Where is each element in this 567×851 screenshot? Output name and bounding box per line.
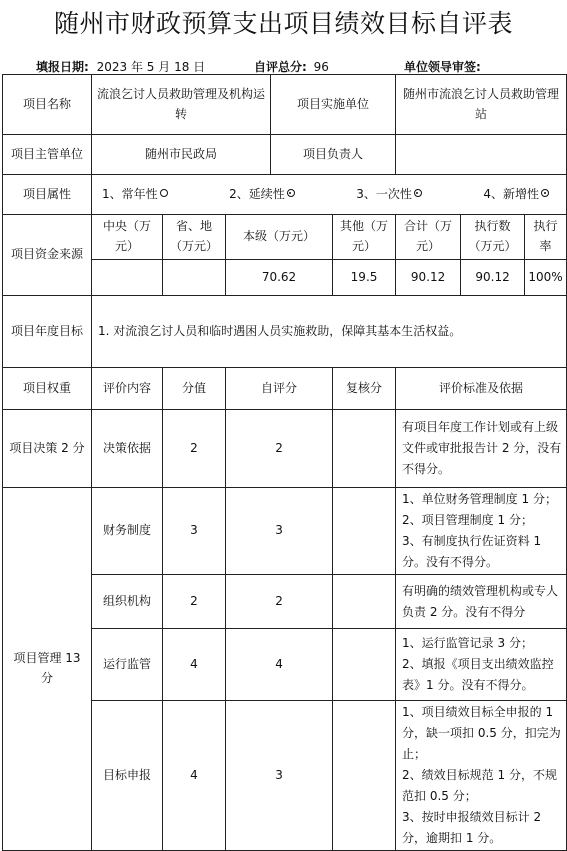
funds-header-total: 合计（万元） [396,215,461,260]
eval-review-score [333,410,396,488]
standard-line: 2、项目管理制度 1 分； [402,513,533,527]
table-row [3,488,567,575]
project-name-row [3,75,567,135]
fill-date [36,58,205,75]
goal-label: 项目年度目标 [3,296,92,368]
dept-label: 项目主管单位 [3,135,92,175]
funds-header-other: 其他（万元） [333,215,396,260]
funds-label: 项目资金来源 [3,215,92,296]
funds-rate: 100% [525,260,567,296]
eval-score: 2 [163,410,226,488]
eval-header-weight: 项目权重 [3,368,92,410]
funds-local: 70.62 [226,260,333,296]
funds-header-province: 省、地（万元） [163,215,226,260]
standard-line: 1、项目绩效目标全申报的 1 分，缺一项扣 0.5 分，扣完为止； [402,705,561,761]
attr-option-label: 4、新增性 [483,186,540,201]
eval-standard [396,410,567,488]
standard-line: 2、填报《项目支出绩效监控表》1 分。没有不得分。 [402,657,554,692]
eval-score: 4 [163,701,226,851]
eval-header-row [3,368,567,410]
standard-line: 1、运行监管记录 3 分； [402,636,533,650]
self-score-value: 96 [313,60,329,74]
attr-option [102,185,168,205]
owner-label: 项目负责人 [271,135,396,175]
project-name-label: 项目名称 [3,75,92,135]
self-score [254,58,329,75]
leader-sign-label: 单位领导审签: [404,60,481,74]
eval-content: 财务制度 [92,488,163,575]
eval-self-score: 4 [226,629,333,701]
eval-review-score [333,701,396,851]
owner-value [396,135,567,175]
funds-total: 90.12 [396,260,461,296]
eval-self-score: 2 [226,575,333,629]
goal-text: 1. 对流浪乞讨人员和临时遇困人员实施救助，保障其基本生活权益。 [92,296,567,368]
funds-header-local: 本级（万元） [226,215,333,260]
radio-icon [287,189,295,197]
standard-line: 2、绩效目标规范 1 分，不规范扣 0.5 分； [402,768,557,803]
funds-province [163,260,226,296]
leader-sign [404,58,481,75]
fill-date-label: 填报日期: [36,60,89,74]
standard-line: 有明确的绩效管理机构或专人负责 2 分。没有不得分 [402,583,559,619]
page-title: 随州市财政预算支出项目绩效目标自评表 [53,9,513,38]
eval-review-score [333,488,396,575]
attr-option-label: 1、常年性 [102,186,158,201]
funds-header-rate: 执行率 [525,215,567,260]
eval-header-review: 复核分 [333,368,396,410]
attr-option [483,185,549,205]
eval-self-score: 2 [226,410,333,488]
standard-line: 3、按时申报绩效目标计 2 分，逾期扣 1 分。 [402,810,542,845]
standard-line: 3、有制度执行佐证资料 1 分。没有不得分。 [402,534,542,569]
project-name-value: 流浪乞讨人员救助管理及机构运转 [92,75,271,135]
attr-options [92,175,567,215]
attr-label: 项目属性 [3,175,92,215]
eval-standard [396,701,567,851]
impl-unit-label: 项目实施单位 [271,75,396,135]
attr-option-label: 3、一次性 [356,186,412,201]
eval-header-standard: 评价标准及依据 [396,368,567,410]
impl-unit-value: 随州市流浪乞讨人员救助管理站 [396,75,567,135]
standard-line: 有项目年度工作计划或有上级文件或审批报告计 2 分，没有不得分。 [402,420,562,476]
eval-content: 组织机构 [92,575,163,629]
eval-header-self: 自评分 [226,368,333,410]
eval-standard [396,488,567,575]
goal-row [3,296,567,368]
eval-standard [396,629,567,701]
eval-content: 目标申报 [92,701,163,851]
funds-executed: 90.12 [461,260,525,296]
fill-date-value: 2023 年 5 月 18 日 [96,60,206,74]
dept-value: 随州市民政局 [92,135,271,175]
eval-header-score: 分值 [163,368,226,410]
attr-option [356,185,422,205]
eval-review-score [333,629,396,701]
eval-score: 3 [163,488,226,575]
attr-row [3,175,567,215]
funds-header-central: 中央（万元） [92,215,163,260]
eval-self-score: 3 [226,701,333,851]
attr-option [229,185,295,205]
eval-score: 2 [163,575,226,629]
eval-content: 运行监管 [92,629,163,701]
funds-central [92,260,163,296]
eval-weight-management [3,488,92,851]
table-row [3,410,567,488]
radio-icon [541,189,549,197]
self-score-label: 自评总分: [254,60,307,74]
eval-header-content: 评价内容 [92,368,163,410]
eval-weight: 项目决策 2 分 [3,410,92,488]
funds-other: 19.5 [333,260,396,296]
eval-self-score: 3 [226,488,333,575]
dept-row [3,135,567,175]
attr-option-label: 2、延续性 [229,186,285,201]
funds-header-executed: 执行数（万元） [461,215,525,260]
standard-line: 1、单位财务管理制度 1 分； [402,492,557,506]
eval-content: 决策依据 [92,410,163,488]
eval-standard [396,575,567,629]
radio-icon [160,189,168,197]
eval-weight-text: 项目管理 13 分 [13,651,81,685]
radio-icon [414,189,422,197]
funds-header-row [3,215,567,260]
evaluation-table [2,74,567,851]
eval-review-score [333,575,396,629]
eval-score: 4 [163,629,226,701]
